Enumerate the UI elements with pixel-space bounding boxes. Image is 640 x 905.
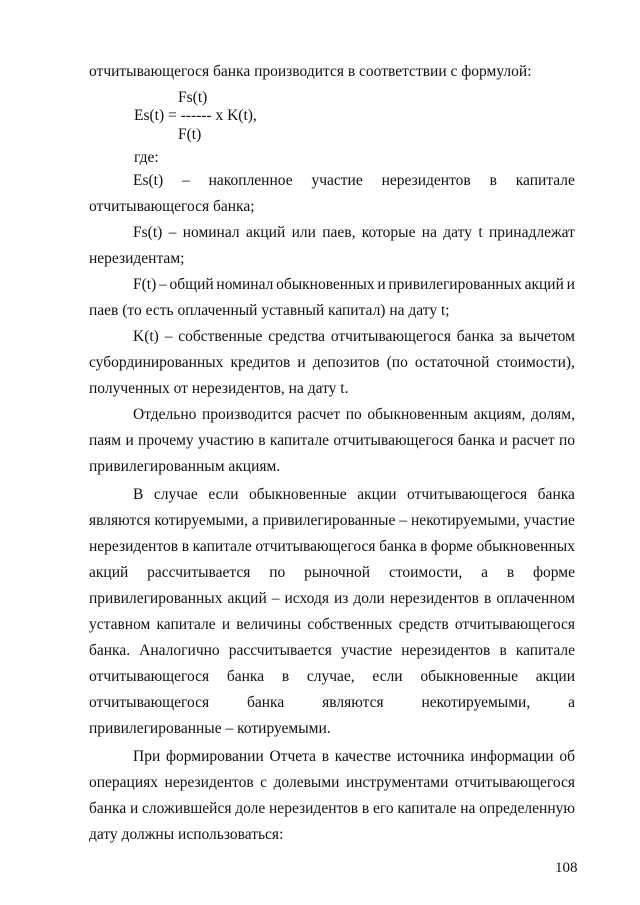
line-word: если: [372, 668, 403, 685]
line-word: обыкновенные: [249, 486, 347, 503]
line-word: акции: [535, 668, 575, 685]
def-fs-line2: нерезидентам;: [89, 250, 185, 267]
line-word: котируемыми,: [154, 512, 248, 529]
line-word: привилегированные: [262, 512, 396, 529]
line-word: рассчитывается: [147, 564, 251, 581]
def-f-line1: [133, 275, 575, 295]
line-word: обыкновенных: [476, 538, 575, 555]
line-word: случае: [153, 486, 198, 503]
line-word: накопленное: [208, 172, 293, 189]
line-word: банка.: [89, 642, 131, 659]
line-word: Es(t): [133, 172, 164, 189]
line-word: акций: [89, 564, 129, 581]
line-word: случае,: [306, 668, 355, 685]
line-word: остаточной: [414, 354, 490, 371]
line-word: об: [559, 748, 575, 765]
line-word: в: [489, 172, 497, 189]
line-word: капитале: [515, 642, 575, 659]
para-case-line3: [89, 537, 575, 557]
line-word: обыкновенные: [420, 668, 518, 685]
line-word: нерезидентов: [389, 590, 479, 607]
line-word: по: [269, 564, 286, 581]
line-word: величины: [236, 616, 302, 633]
line-word: отчитывающегося: [454, 774, 575, 791]
line-word: акций: [245, 224, 286, 241]
line-word: K(t): [133, 328, 159, 345]
line-word: капитале: [515, 172, 575, 189]
line-word: сложившейся: [142, 800, 232, 817]
line-word: из: [333, 590, 349, 607]
line-word: вычетом: [518, 328, 575, 345]
line-word: операциях: [89, 774, 159, 791]
line-word: (по: [386, 354, 408, 371]
line-word: и: [297, 354, 306, 371]
line-word: принадлежат: [488, 224, 575, 241]
line-word: оплаченном: [496, 590, 575, 607]
line-word: –: [182, 172, 190, 189]
para-case-line8: [89, 667, 575, 687]
line-word: некотируемыми,: [421, 694, 531, 711]
line-word: на: [460, 800, 476, 817]
para-separate-line1: [133, 405, 575, 425]
line-word: участие: [340, 642, 393, 659]
line-word: нерезидентов: [164, 774, 254, 791]
line-word: в: [419, 538, 428, 555]
line-word: и: [566, 276, 575, 293]
line-word: депозитов: [312, 354, 380, 371]
line-word: F(t): [133, 276, 157, 293]
line-word: Отчета: [269, 748, 316, 765]
line-word: нерезидентов: [89, 538, 179, 555]
line-word: и: [377, 276, 386, 293]
line-word: –: [159, 276, 167, 293]
line-word: расчет: [511, 432, 555, 449]
line-word: определенную: [479, 800, 575, 817]
line-word: Аналогично: [139, 642, 220, 659]
def-k-line2: [89, 353, 575, 373]
line-word: отчитывающегося: [89, 694, 210, 711]
line-word: его: [372, 800, 394, 817]
para-report-line2: [89, 773, 575, 793]
line-word: дату: [443, 224, 472, 241]
line-word: обыкновенным: [367, 406, 468, 423]
line-word: рассчитывается: [228, 642, 332, 659]
line-word: информации: [470, 748, 554, 765]
line-word: банка: [537, 486, 575, 503]
line-word: исходя: [284, 590, 329, 607]
line-word: капитале: [192, 538, 252, 555]
para-case-line10: привилегированные – котируемыми.: [89, 720, 331, 737]
def-es-line2: отчитывающегося банка;: [89, 198, 255, 215]
line-word: стоимости),: [496, 354, 575, 371]
line-word: в: [258, 432, 266, 449]
para-report-line4: дату должны использоваться:: [89, 826, 284, 843]
line-word: по: [558, 432, 575, 449]
line-word: в: [506, 564, 515, 581]
line-word: и: [221, 616, 231, 633]
line-word: в: [281, 668, 290, 685]
line-word: акций: [524, 276, 564, 293]
line-word: с: [260, 774, 268, 791]
line-word: в: [499, 642, 507, 659]
intro-line: отчитывающегося банка производится в соответствии с формулой:: [89, 63, 532, 80]
formula-main: Es(t) = ------ x K(t),: [134, 107, 257, 124]
line-word: форме: [533, 564, 575, 581]
line-word: на: [421, 224, 437, 241]
line-word: в: [321, 748, 330, 765]
line-word: являются: [322, 694, 384, 711]
para-case-line2: [89, 511, 575, 531]
formula-numerator: Fs(t): [178, 89, 208, 106]
line-word: банка: [379, 538, 417, 555]
line-word: отчитывающегося: [333, 432, 454, 449]
line-word: отчитывающегося: [454, 616, 575, 633]
line-word: источника: [396, 748, 465, 765]
line-word: номинал: [182, 224, 240, 241]
line-word: а: [568, 694, 575, 711]
line-word: акциям,: [473, 406, 526, 423]
def-k-line1: [133, 327, 575, 347]
line-word: номинал: [216, 276, 274, 293]
para-separate-line3: привилегированным акциям.: [89, 458, 281, 475]
line-word: акции: [357, 486, 397, 503]
para-case-line9: [89, 693, 575, 713]
line-word: –: [164, 328, 173, 345]
line-word: банка: [89, 800, 127, 817]
para-separate-line2: [89, 431, 575, 451]
line-word: участию: [198, 432, 254, 449]
line-word: за: [499, 328, 513, 345]
line-word: доли: [353, 590, 385, 607]
line-word: банка: [226, 668, 265, 685]
line-word: формировании: [165, 748, 264, 765]
line-word: капитале: [397, 800, 457, 817]
line-word: отчитывающегося: [89, 668, 210, 685]
line-word: и: [499, 432, 508, 449]
para-case-line1: [133, 485, 575, 505]
def-fs-line1: [133, 223, 575, 243]
line-word: средства: [268, 328, 326, 345]
line-word: Fs(t): [133, 224, 163, 241]
line-word: а: [481, 564, 488, 581]
line-word: нерезидентов: [269, 800, 359, 817]
line-word: банка: [457, 432, 496, 449]
line-word: являются: [89, 512, 151, 529]
line-word: В: [133, 486, 144, 503]
line-word: субординированных: [89, 354, 224, 371]
line-word: паям: [89, 432, 122, 449]
line-word: обыкновенных: [276, 276, 375, 293]
line-word: расчет: [297, 406, 341, 423]
line-word: инструментами: [345, 774, 449, 791]
line-word: банка: [456, 328, 495, 345]
line-word: участие: [523, 512, 575, 529]
line-word: привилегированных: [89, 590, 223, 607]
line-word: в: [181, 538, 190, 555]
line-word: –: [168, 224, 177, 241]
line-word: –: [271, 590, 280, 607]
line-word: а: [251, 512, 259, 529]
formula-denominator: F(t): [178, 126, 202, 143]
where-label: где:: [134, 149, 159, 166]
line-word: форме: [430, 538, 473, 555]
line-word: При: [133, 748, 161, 765]
line-word: уставном: [89, 616, 151, 633]
line-word: отчитывающегося: [407, 486, 528, 503]
line-word: долевыми: [273, 774, 340, 791]
line-word: отчитывающегося: [255, 538, 376, 555]
para-case-line7: [89, 641, 575, 661]
line-word: которые: [361, 224, 416, 241]
line-word: банка: [247, 694, 285, 711]
line-word: нерезидентов: [401, 642, 491, 659]
line-word: по: [345, 406, 362, 423]
line-word: и: [130, 800, 139, 817]
line-word: капитале: [269, 432, 330, 449]
def-k-line3: полученных от нерезидентов, на дату t.: [89, 380, 349, 397]
line-word: акций: [227, 590, 267, 607]
line-word: стоимости,: [388, 564, 463, 581]
line-word: доле: [235, 800, 266, 817]
line-word: капитале: [156, 616, 216, 633]
line-word: собственные: [178, 328, 263, 345]
line-word: кредитов: [230, 354, 291, 371]
line-word: качестве: [334, 748, 392, 765]
line-word: общий: [169, 276, 214, 293]
line-word: собственных: [307, 616, 393, 633]
line-word: или: [291, 224, 316, 241]
line-word: нерезидентов: [381, 172, 471, 189]
line-word: прочему: [138, 432, 194, 449]
page-number: 108: [555, 860, 578, 876]
line-word: средств: [398, 616, 449, 633]
line-word: участие: [311, 172, 363, 189]
para-report-line1: [133, 747, 575, 767]
def-es-line1: [133, 171, 575, 191]
def-f-line2: паев (то есть оплаченный уставный капитал) на дату t;: [89, 302, 450, 319]
para-case-line6: [89, 615, 575, 635]
line-word: Отдельно: [133, 406, 197, 423]
line-word: паев,: [322, 224, 356, 241]
line-word: отчитывающегося: [330, 328, 451, 345]
line-word: t: [478, 224, 483, 241]
line-word: долям,: [531, 406, 575, 423]
line-word: рыночной: [304, 564, 371, 581]
line-word: привилегированных: [388, 276, 522, 293]
para-case-line4: [89, 563, 575, 583]
line-word: в: [361, 800, 370, 817]
line-word: в: [483, 590, 492, 607]
line-word: если: [208, 486, 239, 503]
line-word: –: [399, 512, 408, 529]
para-case-line5: [89, 589, 575, 609]
line-word: некотируемыми,: [411, 512, 520, 529]
line-word: и: [125, 432, 134, 449]
para-report-line3: [89, 799, 575, 819]
line-word: производится: [202, 406, 292, 423]
